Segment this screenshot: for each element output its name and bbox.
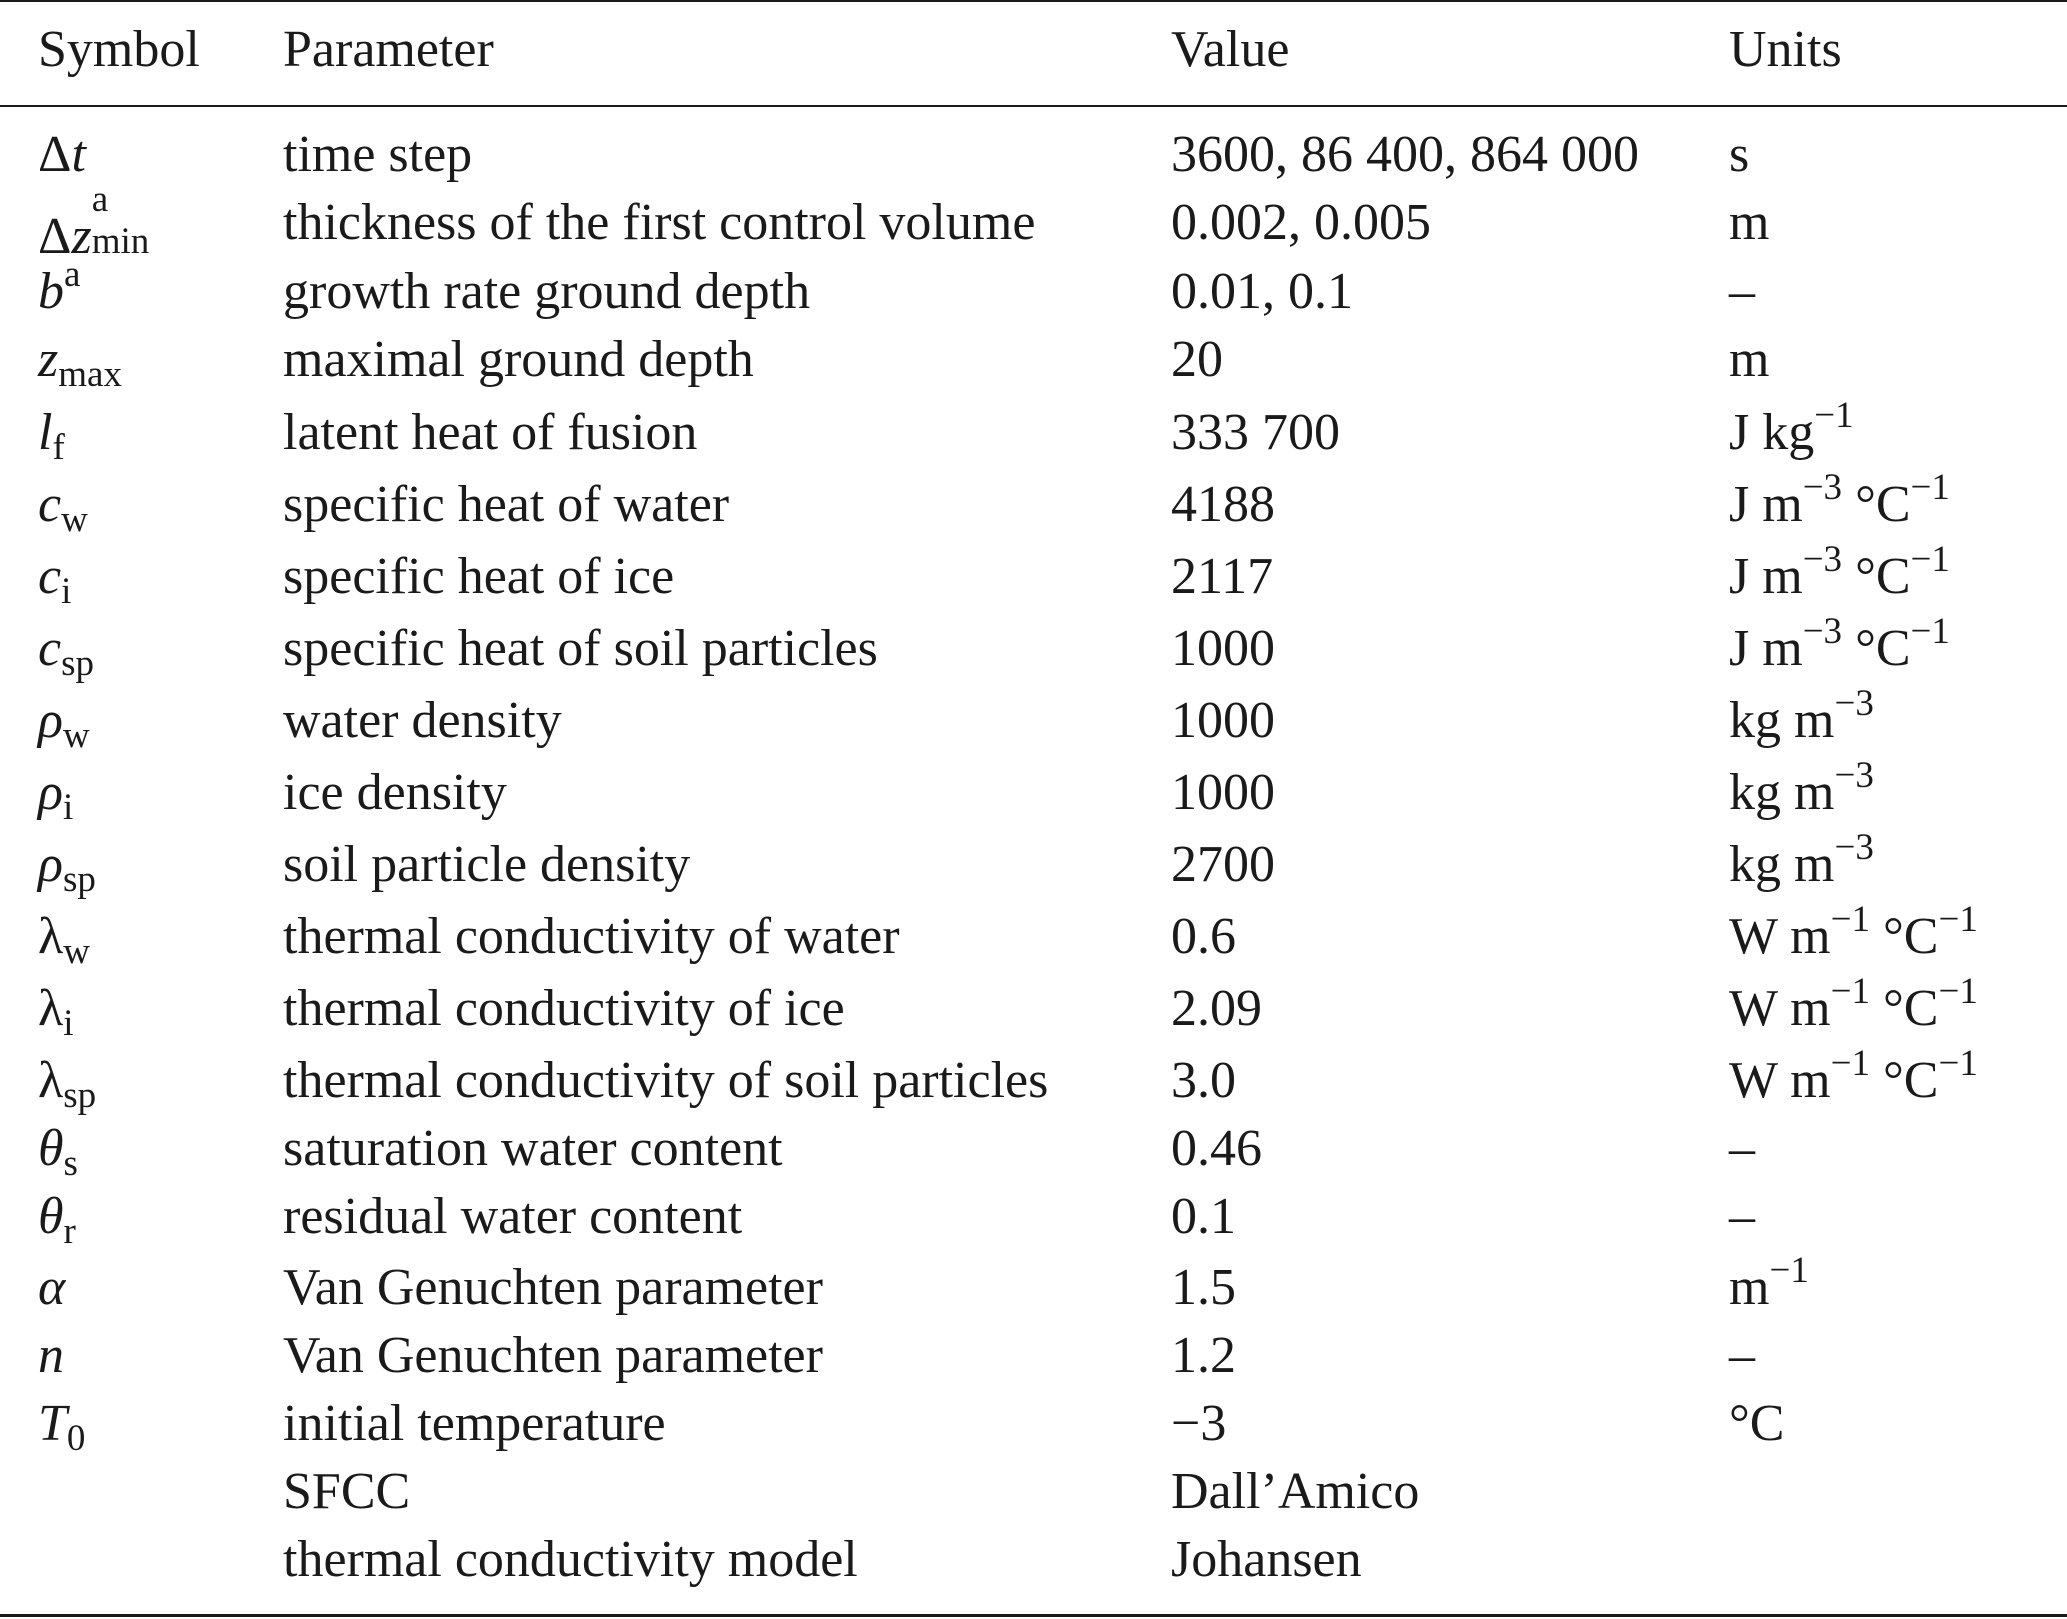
value-cell: 333 700 bbox=[1171, 404, 1340, 461]
value-cell: 1.5 bbox=[1171, 1259, 1236, 1316]
units-cell: kg $m^{-3}$ bbox=[1729, 683, 1874, 749]
units-cell: W $m^{-1}$ $^\circ C^{-1}$ bbox=[1729, 899, 1978, 965]
header-value: Value bbox=[1171, 21, 1290, 78]
header-parameter: Parameter bbox=[283, 21, 494, 78]
value-cell: 1000 bbox=[1171, 620, 1275, 677]
bottom-rule bbox=[0, 1614, 2067, 1617]
units-cell: kg $m^{-3}$ bbox=[1729, 827, 1874, 893]
units-cell: J $kg^{-1}$ bbox=[1729, 395, 1854, 461]
parameter-cell: thermal conductivity of soil particles bbox=[283, 1052, 1049, 1109]
value-cell: 1000 bbox=[1171, 692, 1275, 749]
units-cell: $m^{-1}$ bbox=[1729, 1250, 1809, 1316]
parameter-cell: thermal conductivity of ice bbox=[283, 980, 845, 1037]
units-cell: m bbox=[1729, 194, 1770, 251]
symbol-cell: $c_i$ bbox=[38, 548, 72, 612]
symbol-cell: n bbox=[38, 1327, 64, 1384]
units-cell: kg $m^{-3}$ bbox=[1729, 755, 1874, 821]
parameter-cell: thermal conductivity of water bbox=[283, 908, 900, 965]
symbol-cell: $b^a$ bbox=[38, 254, 81, 320]
value-cell: −3 bbox=[1171, 1395, 1227, 1452]
value-cell: 0.1 bbox=[1171, 1188, 1236, 1245]
units-cell: W $m^{-1}$ $^\circ C^{-1}$ bbox=[1729, 971, 1978, 1037]
header-rule bbox=[0, 105, 2067, 107]
units-cell: W $m^{-1}$ $^\circ C^{-1}$ bbox=[1729, 1043, 1978, 1109]
value-cell: 2700 bbox=[1171, 836, 1275, 893]
units-cell: – bbox=[1729, 1120, 1755, 1177]
parameter-cell: ice density bbox=[283, 764, 507, 821]
parameter-cell: water density bbox=[283, 692, 562, 749]
symbol-cell: $z_{max}$ bbox=[38, 331, 122, 395]
symbol-cell: $\lambda_w$ bbox=[38, 908, 90, 972]
value-cell: 3.0 bbox=[1171, 1052, 1236, 1109]
symbol-cell: $\lambda_i$ bbox=[38, 980, 74, 1044]
symbol-cell: $\theta_s$ bbox=[38, 1120, 78, 1184]
units-cell: – bbox=[1729, 1327, 1755, 1384]
parameter-cell: thermal conductivity model bbox=[283, 1531, 858, 1588]
top-rule bbox=[0, 0, 2067, 2]
symbol-cell: $\rho_i$ bbox=[38, 764, 74, 828]
value-cell: 1.2 bbox=[1171, 1327, 1236, 1384]
value-cell: 2.09 bbox=[1171, 980, 1262, 1037]
symbol-cell: $\rho_{sp}$ bbox=[38, 836, 96, 900]
units-cell: m bbox=[1729, 331, 1770, 388]
symbol-cell: $c_{sp}$ bbox=[38, 620, 94, 684]
symbol-cell: α bbox=[38, 1259, 66, 1316]
value-cell: 20 bbox=[1171, 331, 1223, 388]
value-cell: 0.01, 0.1 bbox=[1171, 263, 1353, 320]
parameter-cell: Van Genuchten parameter bbox=[283, 1259, 823, 1316]
value-cell: Johansen bbox=[1171, 1531, 1362, 1588]
value-cell: 0.6 bbox=[1171, 908, 1236, 965]
value-cell: 0.002, 0.005 bbox=[1171, 194, 1431, 251]
value-cell: 2117 bbox=[1171, 548, 1274, 605]
units-cell: J $m^{-3}$ $^\circ C^{-1}$ bbox=[1729, 611, 1950, 677]
parameter-cell: Van Genuchten parameter bbox=[283, 1327, 823, 1384]
parameter-cell: initial temperature bbox=[283, 1395, 666, 1452]
parameter-cell: specific heat of ice bbox=[283, 548, 675, 605]
symbol-cell: $\lambda_{sp}$ bbox=[38, 1052, 97, 1116]
parameter-cell: saturation water content bbox=[283, 1120, 783, 1177]
symbol-cell: $\theta_r$ bbox=[38, 1188, 76, 1252]
value-cell: 4188 bbox=[1171, 476, 1275, 533]
value-cell: 0.46 bbox=[1171, 1120, 1262, 1177]
parameter-cell: specific heat of water bbox=[283, 476, 730, 533]
symbol-cell: $l_f$ bbox=[38, 404, 65, 468]
symbol-cell: Δt bbox=[38, 126, 86, 183]
symbol-cell: $T_0$ bbox=[38, 1395, 86, 1459]
value-cell: 3600, 86 400, 864 000 bbox=[1171, 126, 1639, 183]
symbol-cell: Δz a min bbox=[38, 179, 150, 265]
units-cell: J $m^{-3}$ $^\circ C^{-1}$ bbox=[1729, 539, 1950, 605]
parameter-cell: maximal ground depth bbox=[283, 331, 754, 388]
units-cell: – bbox=[1729, 263, 1755, 320]
parameter-cell: SFCC bbox=[283, 1463, 411, 1520]
value-cell: 1000 bbox=[1171, 764, 1275, 821]
parameter-cell: soil particle density bbox=[283, 836, 691, 893]
parameter-cell: thickness of the first control volume bbox=[283, 194, 1036, 251]
parameter-cell: residual water content bbox=[283, 1188, 743, 1245]
value-cell: Dall’Amico bbox=[1171, 1463, 1420, 1520]
parameter-cell: growth rate ground depth bbox=[283, 263, 811, 320]
parameter-cell: latent heat of fusion bbox=[283, 404, 698, 461]
parameter-cell: specific heat of soil particles bbox=[283, 620, 878, 677]
parameter-cell: time step bbox=[283, 126, 473, 183]
header-units: Units bbox=[1729, 21, 1842, 78]
units-cell: s bbox=[1729, 126, 1750, 183]
units-cell: °C bbox=[1729, 1395, 1785, 1452]
header-symbol: Symbol bbox=[38, 21, 200, 78]
units-cell: J $m^{-3}$ $^\circ C^{-1}$ bbox=[1729, 467, 1950, 533]
symbol-cell: $\rho_w$ bbox=[38, 692, 90, 756]
units-cell: – bbox=[1729, 1188, 1755, 1245]
symbol-cell: $c_w$ bbox=[38, 476, 88, 540]
